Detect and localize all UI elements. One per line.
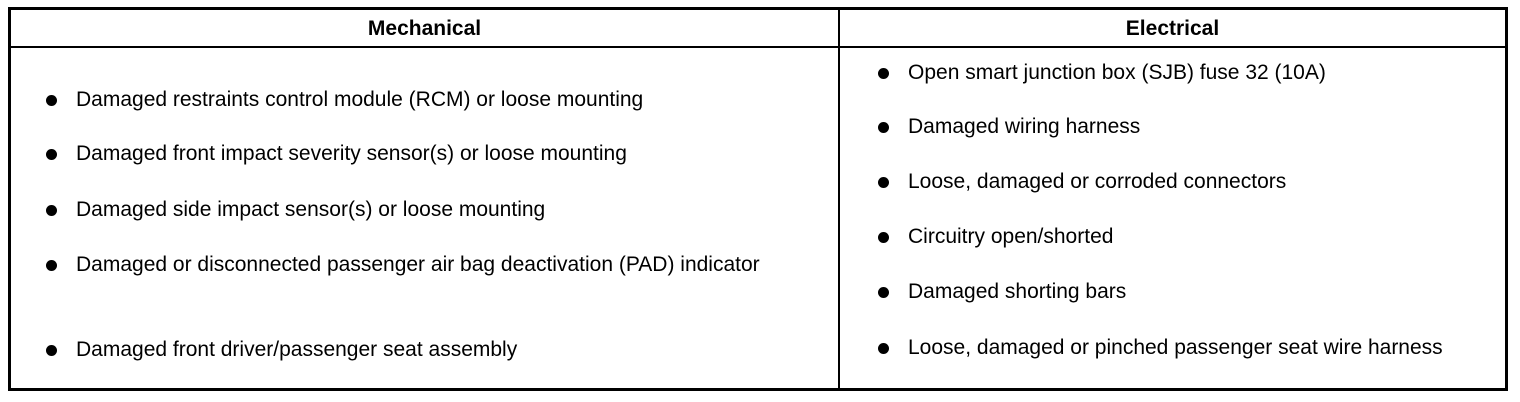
list-item <box>878 168 1286 195</box>
list-item <box>46 86 643 113</box>
list-item <box>46 251 806 278</box>
list-item <box>46 140 627 167</box>
list-item <box>878 334 1468 361</box>
bullet-icon <box>46 149 57 160</box>
list-item-text: Damaged front driver/passenger seat assembly <box>76 338 518 361</box>
list-item <box>878 278 1126 305</box>
list-item-text: Damaged wiring harness <box>908 115 1141 138</box>
list-item-text: Damaged shorting bars <box>908 280 1127 303</box>
bullet-icon <box>878 232 889 243</box>
list-item-text: Loose, damaged or corroded connectors <box>908 170 1287 193</box>
bullet-icon <box>878 287 889 298</box>
list-item-text: Circuitry open/shorted <box>908 225 1114 248</box>
bullet-icon <box>46 95 57 106</box>
list-item-text: Damaged front impact severity sensor(s) or loose mounting <box>76 142 627 165</box>
bullet-icon <box>878 122 889 133</box>
bullet-icon <box>46 345 57 356</box>
list-item <box>46 196 545 223</box>
list-item-text: Damaged side impact sensor(s) or loose mounting <box>76 198 546 221</box>
bullet-icon <box>878 343 889 354</box>
list-item-text: Open smart junction box (SJB) fuse 32 (10A) <box>908 61 1326 84</box>
bullet-icon <box>46 260 57 271</box>
header-divider <box>11 46 1505 48</box>
bullet-icon <box>878 177 889 188</box>
list-item <box>878 59 1326 86</box>
list-item <box>46 336 517 363</box>
header-mechanical: Mechanical <box>367 17 482 40</box>
list-item <box>878 113 1140 140</box>
bullet-icon <box>46 205 57 216</box>
list-item-text: Loose, damaged or pinched passenger seat wire harness <box>908 336 1443 359</box>
list-item-text: Damaged or disconnected passenger air bag deactivation (PAD) indicator <box>76 253 760 276</box>
list-item <box>878 223 1113 250</box>
bullet-icon <box>878 68 889 79</box>
list-item-text: Damaged restraints control module (RCM) or loose mounting <box>76 88 644 111</box>
column-divider <box>838 10 840 388</box>
header-electrical: Electrical <box>1125 17 1220 40</box>
